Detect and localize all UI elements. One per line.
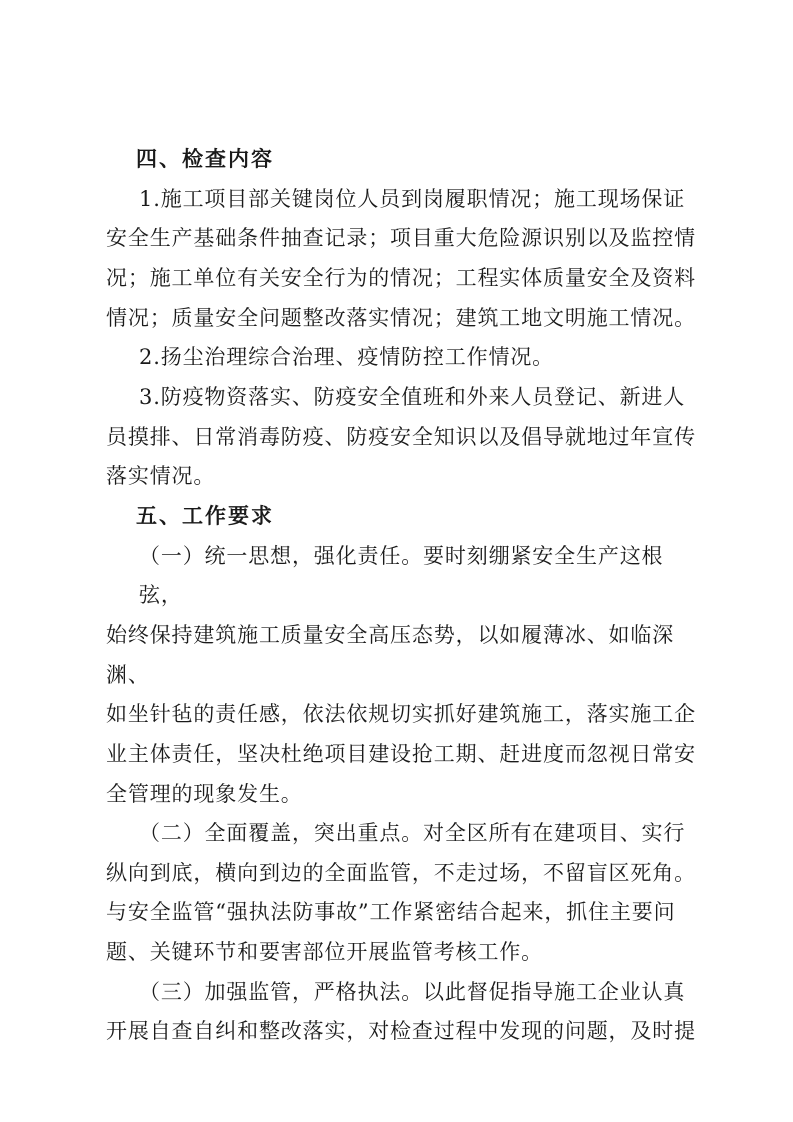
paragraph-line: 全管理的现象发生。	[106, 781, 303, 806]
paragraph-line: 2.扬尘治理综合治理、疫情防控工作情况。	[139, 345, 555, 370]
paragraph-line: （三）加强监管，严格执法。以此督促指导施工企业认真	[139, 979, 686, 1004]
paragraph-line: （二）全面覆盖，突出重点。对全区所有在建项目、实行	[139, 821, 686, 846]
paragraph-line: 3.防疫物资落实、防疫安全值班和外来人员登记、新进人	[139, 384, 686, 409]
paragraph-line: 落实情况。	[106, 464, 216, 489]
paragraph-line: 安全生产基础条件抽查记录；项目重大危险源识别以及监控情	[106, 226, 696, 251]
paragraph-line: 情况；质量安全问题整改落实情况；建筑工地文明施工情况。	[106, 305, 696, 330]
paragraph	[106, 973, 696, 1052]
paragraph-line: 员摸排、日常消毒防疫、防疫安全知识以及倡导就地过年宣传	[106, 424, 696, 449]
paragraph-line: 如坐针毡的责任感，依法依规切实抓好建筑施工，落实施工企	[106, 702, 696, 727]
paragraph-line: 况；施工单位有关安全行为的情况；工程实体质量安全及资料	[106, 265, 696, 290]
paragraph-line: 始终保持建筑施工质量安全高压态势，以如履薄冰、如临深渊、	[106, 622, 675, 687]
section5-body	[106, 537, 696, 1053]
section4-body	[106, 180, 696, 497]
paragraph-line: 题、关键环节和要害部位开展监管考核工作。	[106, 940, 543, 965]
paragraph-line: 业主体责任，坚决杜绝项目建设抢工期、赶进度而忽视日常安	[106, 741, 696, 766]
paragraph	[106, 338, 696, 378]
paragraph	[106, 180, 696, 339]
document-page	[106, 140, 696, 1052]
paragraph	[106, 814, 696, 973]
paragraph-line: （一）统一思想，强化责任。要时刻绷紧安全生产这根弦，	[139, 543, 664, 608]
paragraph-line: 纵向到底，横向到边的全面监管，不走过场，不留盲区死角。	[106, 860, 696, 885]
paragraph-line: 开展自查自纠和整改落实，对检查过程中发现的问题，及时提	[106, 1019, 696, 1044]
paragraph-line: 1.施工项目部关键岗位人员到岗履职情况；施工现场保证	[139, 186, 686, 211]
paragraph	[106, 537, 696, 815]
section-heading: 四、检查内容	[136, 147, 274, 171]
paragraph	[106, 378, 696, 497]
paragraph-line: 与安全监管“强执法防事故”工作紧密结合起来，抓住主要问	[106, 900, 676, 925]
section-heading: 五、工作要求	[136, 503, 274, 528]
